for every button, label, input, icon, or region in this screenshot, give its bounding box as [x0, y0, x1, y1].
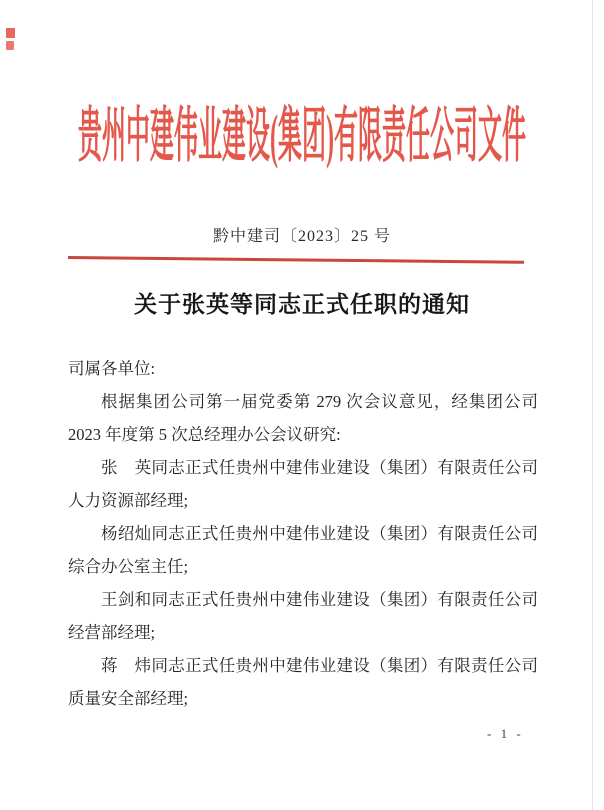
doc-number: 黔中建司〔2023〕25 号	[212, 228, 391, 245]
salutation: 司属各单位:	[68, 359, 156, 378]
corner-mark-square-bottom	[6, 41, 14, 50]
page-number: - 1 -	[487, 726, 524, 741]
paragraph-meeting-basis: 根据集团公司第一届党委第 279 次会议意见，经集团公司 2023 年度第 5 次总经理办公会议研究:	[68, 392, 538, 444]
page-edge-line	[592, 0, 593, 810]
document-title: 关于张英等同志正式任职的通知	[134, 292, 470, 317]
corner-mark-square-top	[6, 28, 15, 38]
paragraph-appointment-wangjianhe: 王剑和同志正式任贵州中建伟业建设（集团）有限责任公司经营部经理;	[68, 590, 538, 642]
paragraph-appointment-yangshaocan: 杨绍灿同志正式任贵州中建伟业建设（集团）有限责任公司综合办公室主任;	[68, 524, 538, 576]
letterhead	[0, 96, 604, 176]
paragraph-appointment-zhangying: 张 英同志正式任贵州中建伟业建设（集团）有限责任公司人力资源部经理;	[68, 458, 538, 510]
red-divider-line	[68, 256, 524, 264]
paragraph-appointment-jiangwei: 蒋 炜同志正式任贵州中建伟业建设（集团）有限责任公司质量安全部经理;	[68, 656, 538, 708]
letterhead-title: 贵州中建伟业建设(集团)有限责任公司文件	[78, 103, 526, 169]
document-body	[68, 352, 538, 715]
